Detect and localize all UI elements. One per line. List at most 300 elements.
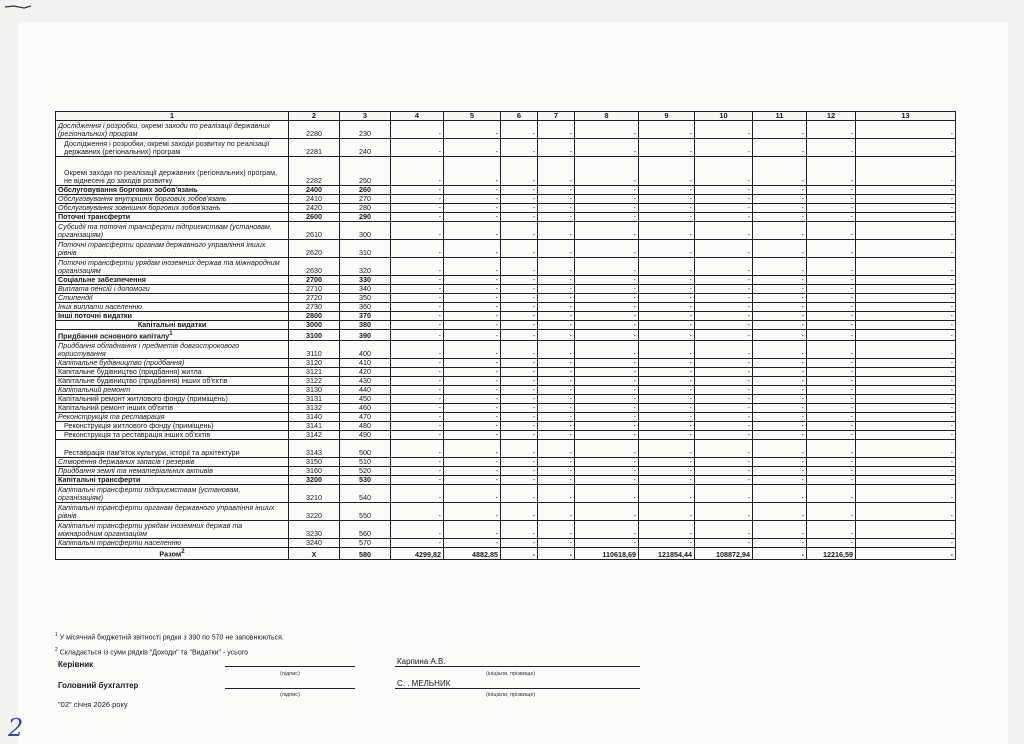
value-cell: - xyxy=(538,485,575,503)
row-label xyxy=(56,303,289,312)
value-cell: - xyxy=(538,413,575,422)
value-cell: - xyxy=(501,222,538,240)
row-label xyxy=(56,359,289,368)
row-label xyxy=(56,139,289,157)
kekv-code: 2720 xyxy=(289,294,340,303)
value-cell: - xyxy=(856,294,956,303)
kekv-code: 3141 xyxy=(289,422,340,431)
value-cell: - xyxy=(444,404,501,413)
value-cell: - xyxy=(639,431,695,440)
value-cell: - xyxy=(575,321,639,330)
value-cell: - xyxy=(575,276,639,285)
column-header-3: 3 xyxy=(340,112,391,121)
kekv-code: 3121 xyxy=(289,368,340,377)
value-cell: - xyxy=(538,341,575,359)
value-cell: - xyxy=(538,204,575,213)
value-cell: - xyxy=(639,467,695,476)
row-label xyxy=(56,258,289,276)
value-cell: - xyxy=(444,458,501,467)
head-name-line xyxy=(395,666,640,667)
value-cell: - xyxy=(538,258,575,276)
value-cell: - xyxy=(391,157,444,186)
value-cell: - xyxy=(807,240,856,258)
value-cell: - xyxy=(807,440,856,458)
value-cell: - xyxy=(391,195,444,204)
value-cell: - xyxy=(639,204,695,213)
value-cell: - xyxy=(444,258,501,276)
kekv-code: 2400 xyxy=(289,186,340,195)
value-cell: - xyxy=(695,139,753,157)
value-cell: - xyxy=(391,368,444,377)
value-cell: - xyxy=(695,303,753,312)
row-label-text: Реконструкція та реставрація інших об'єктів xyxy=(64,430,211,440)
row-code: 360 xyxy=(340,303,391,312)
value-cell: - xyxy=(753,413,807,422)
table-row xyxy=(56,157,956,186)
column-header-4: 4 xyxy=(391,112,444,121)
value-cell: - xyxy=(444,431,501,440)
value-cell: - xyxy=(639,395,695,404)
row-label-text: Капітальні трансферти органам державного управління інших рівнів xyxy=(58,503,275,521)
head-signature-caption: (підпис) xyxy=(280,671,300,677)
table-row xyxy=(56,312,956,321)
row-code: 530 xyxy=(340,476,391,485)
value-cell: - xyxy=(501,467,538,476)
value-cell: - xyxy=(807,157,856,186)
value-cell: - xyxy=(753,330,807,341)
table-row xyxy=(56,258,956,276)
value-cell: - xyxy=(538,186,575,195)
value-cell: - xyxy=(639,485,695,503)
value-cell: - xyxy=(639,258,695,276)
table-row xyxy=(56,186,956,195)
value-cell: - xyxy=(444,341,501,359)
table-row xyxy=(56,341,956,359)
value-cell: - xyxy=(753,258,807,276)
value-cell: - xyxy=(538,386,575,395)
value-cell: - xyxy=(639,377,695,386)
row-code: 340 xyxy=(340,285,391,294)
kekv-code: 2281 xyxy=(289,139,340,157)
row-label-text: Реконструкція житлового фонду (приміщень) xyxy=(64,421,214,431)
row-label-text: Капітальний ремонт інших об'єктів xyxy=(58,403,174,413)
value-cell: - xyxy=(856,222,956,240)
value-cell: - xyxy=(639,521,695,539)
row-code: 450 xyxy=(340,395,391,404)
kekv-code: 2600 xyxy=(289,213,340,222)
row-code: 500 xyxy=(340,440,391,458)
value-cell: - xyxy=(695,386,753,395)
row-label xyxy=(56,395,289,404)
value-cell: - xyxy=(391,359,444,368)
value-cell: - xyxy=(444,386,501,395)
row-label xyxy=(56,213,289,222)
value-cell: - xyxy=(501,476,538,485)
value-cell: - xyxy=(538,395,575,404)
value-cell: - xyxy=(575,386,639,395)
column-number-header xyxy=(56,112,956,121)
value-cell: - xyxy=(501,458,538,467)
row-label xyxy=(56,422,289,431)
row-label-text: Стипендії xyxy=(58,293,93,302)
column-header-7: 7 xyxy=(538,112,575,121)
total-kekv-code: X xyxy=(289,548,340,559)
table-row xyxy=(56,330,956,341)
value-cell: - xyxy=(501,303,538,312)
value-cell: - xyxy=(575,195,639,204)
total-value-col-13: - xyxy=(856,548,956,559)
value-cell: - xyxy=(391,395,444,404)
value-cell: - xyxy=(807,404,856,413)
kekv-code: 3100 xyxy=(289,330,340,341)
row-label xyxy=(56,476,289,485)
value-cell: - xyxy=(575,213,639,222)
kekv-code: 2700 xyxy=(289,276,340,285)
kekv-code: 3130 xyxy=(289,386,340,395)
row-code: 270 xyxy=(340,195,391,204)
value-cell: - xyxy=(856,503,956,521)
value-cell: - xyxy=(575,186,639,195)
table-row xyxy=(56,294,956,303)
value-cell: - xyxy=(501,121,538,139)
row-label-text: Придбання основного капіталу xyxy=(58,331,170,341)
value-cell: - xyxy=(444,121,501,139)
value-cell: - xyxy=(575,458,639,467)
row-code: 330 xyxy=(340,276,391,285)
value-cell: - xyxy=(391,186,444,195)
row-label xyxy=(56,413,289,422)
value-cell: - xyxy=(501,521,538,539)
value-cell: - xyxy=(391,413,444,422)
value-cell: - xyxy=(639,276,695,285)
value-cell: - xyxy=(501,431,538,440)
value-cell: - xyxy=(501,359,538,368)
value-cell: - xyxy=(444,503,501,521)
value-cell: - xyxy=(538,321,575,330)
value-cell: - xyxy=(538,431,575,440)
table-row xyxy=(56,503,956,521)
row-label-text: Обслуговування зовнішніх боргових зобов'язань xyxy=(58,203,221,212)
accountant-signature-line xyxy=(225,688,355,689)
value-cell: - xyxy=(639,386,695,395)
row-label-text: Дослідження і розробки, окремі заходи по реалізації державних (регіональних) програм xyxy=(58,121,270,138)
footnote-ref: 2 xyxy=(181,549,185,556)
value-cell: - xyxy=(807,467,856,476)
value-cell: - xyxy=(391,467,444,476)
value-cell: - xyxy=(538,213,575,222)
value-cell: - xyxy=(695,458,753,467)
value-cell: - xyxy=(695,121,753,139)
value-cell: - xyxy=(391,222,444,240)
row-label xyxy=(56,294,289,303)
value-cell: - xyxy=(807,413,856,422)
row-label-text: Реконструкція та реставрація xyxy=(58,412,165,422)
row-label-text: Капітальні видатки xyxy=(137,320,207,329)
value-cell: - xyxy=(444,222,501,240)
value-cell: - xyxy=(538,404,575,413)
value-cell: - xyxy=(538,467,575,476)
row-label-text: Капітальне будівництво (придбання) житла xyxy=(58,367,202,377)
value-cell: - xyxy=(695,431,753,440)
value-cell: - xyxy=(538,440,575,458)
value-cell: - xyxy=(501,186,538,195)
value-cell: - xyxy=(444,377,501,386)
row-label-text: Дослідження і розробки, окремі заходи розвитку по реалізації державних (регіональних) програм xyxy=(64,139,270,156)
total-value-col-4: 4299,82 xyxy=(391,548,444,559)
row-label xyxy=(56,377,289,386)
value-cell: - xyxy=(753,539,807,548)
row-code: 290 xyxy=(340,213,391,222)
table-row xyxy=(56,386,956,395)
value-cell: - xyxy=(391,285,444,294)
total-value-col-9: 121854,44 xyxy=(639,548,695,559)
column-header-1: 1 xyxy=(56,112,289,121)
value-cell: - xyxy=(807,422,856,431)
column-header-5: 5 xyxy=(444,112,501,121)
value-cell: - xyxy=(391,321,444,330)
report-date: "02" січня 2026 року xyxy=(58,700,128,709)
value-cell: - xyxy=(856,139,956,157)
value-cell: - xyxy=(538,303,575,312)
kekv-code: 3110 xyxy=(289,341,340,359)
value-cell: - xyxy=(695,539,753,548)
value-cell: - xyxy=(807,312,856,321)
value-cell: - xyxy=(391,503,444,521)
kekv-code: 3200 xyxy=(289,476,340,485)
row-code: 510 xyxy=(340,458,391,467)
value-cell: - xyxy=(501,240,538,258)
value-cell: - xyxy=(807,359,856,368)
value-cell: - xyxy=(695,222,753,240)
row-code: 490 xyxy=(340,431,391,440)
value-cell: - xyxy=(575,467,639,476)
value-cell: - xyxy=(856,395,956,404)
row-label-text: Окремі заходи по реалізації державних (регіональних) програм, не віднесені до заходів розвитку xyxy=(64,168,278,185)
value-cell: - xyxy=(501,485,538,503)
value-cell: - xyxy=(753,276,807,285)
row-label xyxy=(56,368,289,377)
row-code: 390 xyxy=(340,330,391,341)
value-cell: - xyxy=(538,276,575,285)
value-cell: - xyxy=(639,440,695,458)
kekv-code: 3120 xyxy=(289,359,340,368)
value-cell: - xyxy=(444,285,501,294)
value-cell: - xyxy=(639,503,695,521)
row-label xyxy=(56,521,289,539)
row-label-text: Поточні трансферти xyxy=(58,212,131,221)
value-cell: - xyxy=(695,359,753,368)
value-cell: - xyxy=(501,341,538,359)
value-cell: - xyxy=(639,213,695,222)
value-cell: - xyxy=(695,195,753,204)
table-row xyxy=(56,431,956,440)
column-header-2: 2 xyxy=(289,112,340,121)
value-cell: - xyxy=(753,395,807,404)
row-code: 230 xyxy=(340,121,391,139)
row-label-text: Капітальні трансферти населенню xyxy=(58,538,182,548)
total-row-code: 580 xyxy=(340,548,391,559)
value-cell: - xyxy=(753,422,807,431)
value-cell: - xyxy=(856,368,956,377)
value-cell: - xyxy=(575,157,639,186)
value-cell: - xyxy=(639,422,695,431)
value-cell: - xyxy=(695,294,753,303)
value-cell: - xyxy=(856,312,956,321)
total-value-col-10: 108872,94 xyxy=(695,548,753,559)
table-row xyxy=(56,368,956,377)
table-row xyxy=(56,276,956,285)
value-cell: - xyxy=(501,386,538,395)
value-cell: - xyxy=(575,539,639,548)
value-cell: - xyxy=(856,157,956,186)
value-cell: - xyxy=(391,276,444,285)
value-cell: - xyxy=(695,186,753,195)
value-cell: - xyxy=(444,485,501,503)
column-header-10: 10 xyxy=(695,112,753,121)
row-code: 400 xyxy=(340,341,391,359)
table-row xyxy=(56,321,956,330)
row-label xyxy=(56,404,289,413)
row-label-text: Реставрація пам'яток культури, історії та архітектури xyxy=(64,448,240,458)
total-value-col-11: - xyxy=(753,548,807,559)
value-cell: - xyxy=(695,312,753,321)
value-cell: - xyxy=(856,359,956,368)
value-cell: - xyxy=(444,312,501,321)
value-cell: - xyxy=(391,312,444,321)
value-cell: - xyxy=(639,186,695,195)
value-cell: - xyxy=(753,476,807,485)
value-cell: - xyxy=(575,303,639,312)
value-cell: - xyxy=(753,240,807,258)
head-initials-caption: (ініціали, прізвище) xyxy=(486,671,536,677)
row-label-text: Капітальні трансферти xyxy=(58,475,141,485)
value-cell: - xyxy=(695,377,753,386)
kekv-code: 2710 xyxy=(289,285,340,294)
value-cell: - xyxy=(807,213,856,222)
value-cell: - xyxy=(501,195,538,204)
value-cell: - xyxy=(575,294,639,303)
row-label-text: Поточні трансферти органам державного управління інших рівнів xyxy=(58,240,266,257)
row-code: 470 xyxy=(340,413,391,422)
row-label-text: Обслуговування внутрішніх боргових зобов'язань xyxy=(58,194,227,203)
table-row xyxy=(56,413,956,422)
value-cell: - xyxy=(391,458,444,467)
value-cell: - xyxy=(391,294,444,303)
row-label-text: Придбання землі та нематеріальних активів xyxy=(58,466,213,476)
value-cell: - xyxy=(391,204,444,213)
value-cell: - xyxy=(391,485,444,503)
value-cell: - xyxy=(444,276,501,285)
table-row xyxy=(56,539,956,548)
value-cell: - xyxy=(695,422,753,431)
value-cell: - xyxy=(695,240,753,258)
value-cell: - xyxy=(575,476,639,485)
row-code: 480 xyxy=(340,422,391,431)
row-label xyxy=(56,485,289,503)
value-cell: - xyxy=(856,186,956,195)
value-cell: - xyxy=(753,312,807,321)
row-label xyxy=(56,503,289,521)
value-cell: - xyxy=(444,476,501,485)
value-cell: - xyxy=(639,312,695,321)
head-label: Керівник xyxy=(58,660,94,669)
kekv-code: 3160 xyxy=(289,467,340,476)
row-label xyxy=(56,204,289,213)
value-cell: - xyxy=(856,440,956,458)
value-cell: - xyxy=(807,258,856,276)
table-row xyxy=(56,467,956,476)
row-label xyxy=(56,240,289,258)
value-cell: - xyxy=(391,240,444,258)
value-cell: - xyxy=(695,476,753,485)
value-cell: - xyxy=(856,195,956,204)
value-cell: - xyxy=(753,321,807,330)
table-row xyxy=(56,285,956,294)
value-cell: - xyxy=(444,294,501,303)
value-cell: - xyxy=(501,404,538,413)
value-cell: - xyxy=(753,467,807,476)
value-cell: - xyxy=(807,485,856,503)
value-cell: - xyxy=(753,503,807,521)
table-row xyxy=(56,139,956,157)
value-cell: - xyxy=(753,359,807,368)
row-label-text: Капітальне будівництво (придбання) інших об'єктів xyxy=(58,376,228,386)
value-cell: - xyxy=(444,330,501,341)
total-value-col-5: 4882,85 xyxy=(444,548,501,559)
head-name: Карпина А.В. xyxy=(397,657,446,666)
value-cell: - xyxy=(575,485,639,503)
total-row xyxy=(56,548,956,559)
value-cell: - xyxy=(575,413,639,422)
row-code: 560 xyxy=(340,521,391,539)
value-cell: - xyxy=(444,359,501,368)
value-cell: - xyxy=(501,258,538,276)
row-label xyxy=(56,186,289,195)
value-cell: - xyxy=(501,276,538,285)
value-cell: - xyxy=(575,521,639,539)
value-cell: - xyxy=(807,222,856,240)
value-cell: - xyxy=(695,321,753,330)
value-cell: - xyxy=(807,285,856,294)
value-cell: - xyxy=(391,476,444,485)
table-row xyxy=(56,213,956,222)
value-cell: - xyxy=(807,121,856,139)
value-cell: - xyxy=(753,121,807,139)
table-row xyxy=(56,204,956,213)
value-cell: - xyxy=(639,330,695,341)
value-cell: - xyxy=(538,458,575,467)
row-label-text: Придбання обладнання і предметів довгострокового користування xyxy=(58,341,240,359)
row-label xyxy=(56,330,289,341)
value-cell: - xyxy=(538,195,575,204)
kekv-code: 2730 xyxy=(289,303,340,312)
value-cell: - xyxy=(538,539,575,548)
row-label-text: Капітальний ремонт xyxy=(58,385,131,395)
value-cell: - xyxy=(391,386,444,395)
value-cell: - xyxy=(807,294,856,303)
value-cell: - xyxy=(856,476,956,485)
row-code: 260 xyxy=(340,186,391,195)
handwritten-page-number: 2 xyxy=(8,714,24,742)
row-label-text: Капітальні трансферти підприємствам (установам, організаціям) xyxy=(58,485,241,503)
value-cell: - xyxy=(391,139,444,157)
value-cell: - xyxy=(807,204,856,213)
row-label-text: Субсидії та поточні трансферти підприємствам (установам, організаціям) xyxy=(58,222,272,239)
value-cell: - xyxy=(391,404,444,413)
value-cell: - xyxy=(695,503,753,521)
value-cell: - xyxy=(753,294,807,303)
total-value-col-6: - xyxy=(501,548,538,559)
